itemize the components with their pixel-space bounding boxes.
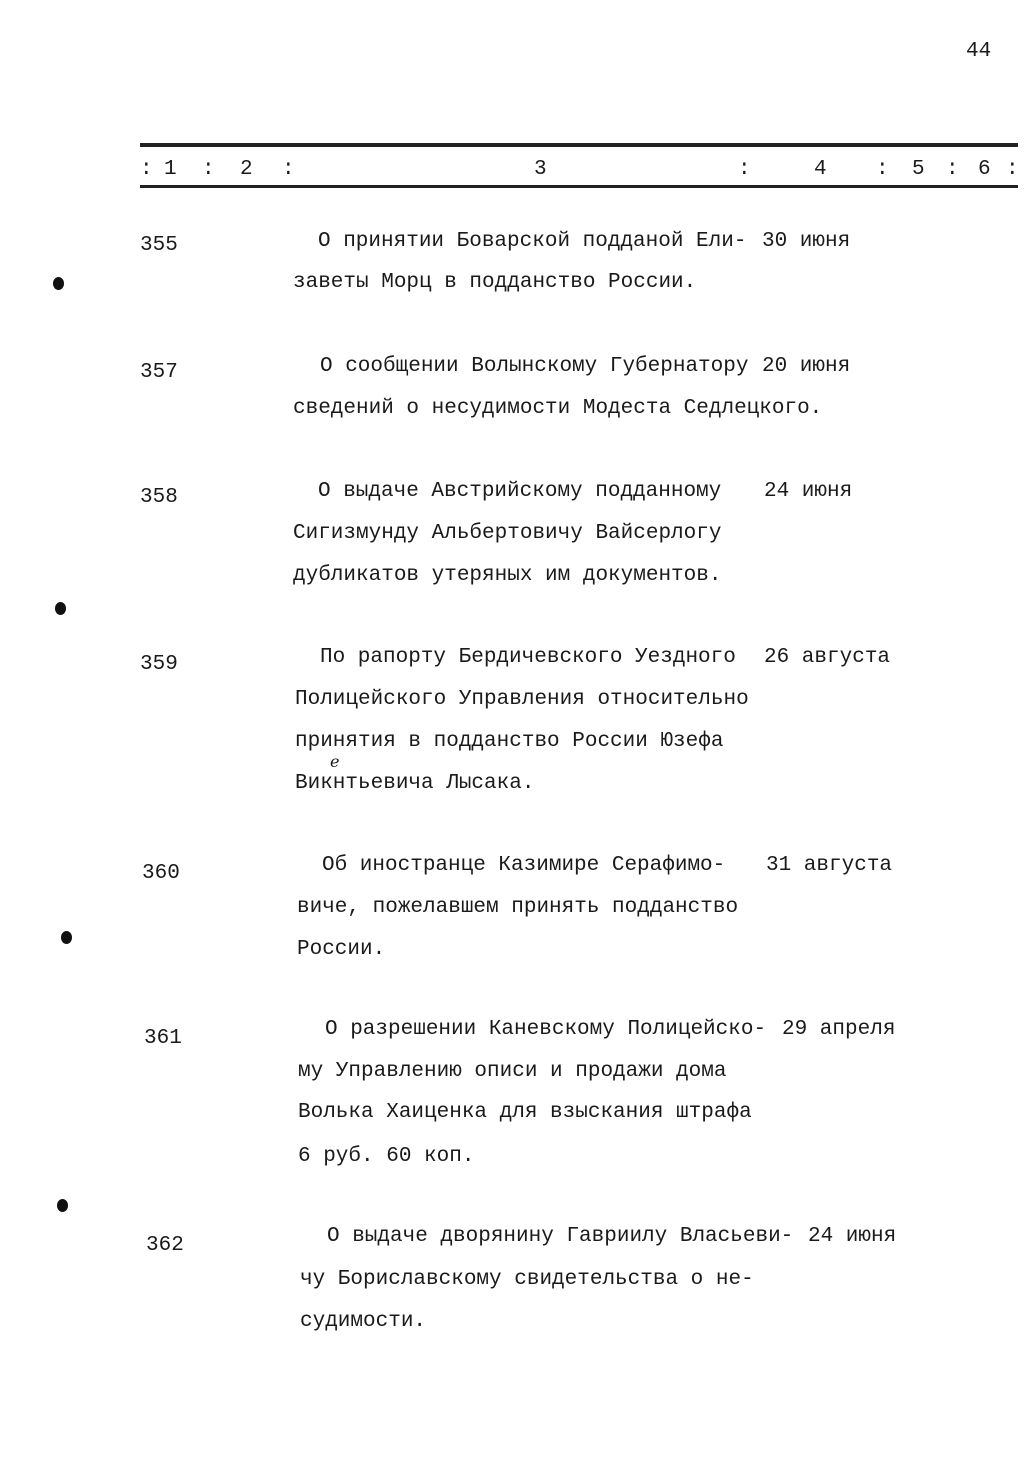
column-header-6: 6 — [978, 158, 991, 181]
entry-text-line: судимости. — [300, 1310, 427, 1333]
entry-text-line: 6 руб. 60 коп. — [298, 1145, 475, 1168]
entry-date: 24 июня — [808, 1225, 897, 1248]
entry-text-line: Викнтьевича Лысака. — [295, 772, 535, 795]
entry-number: 360 — [142, 862, 180, 885]
punch-hole-mark — [57, 1199, 68, 1212]
column-header-2: 2 — [240, 158, 253, 181]
entry-number: 362 — [146, 1234, 184, 1257]
column-header-4: 4 — [814, 158, 827, 181]
column-header-1: 1 — [164, 158, 177, 181]
entry-number: 357 — [140, 361, 178, 384]
entry-text-line: му Управлению описи и продажи дома — [298, 1060, 727, 1083]
entry-date: 31 августа — [766, 854, 893, 877]
entry-text-line: О выдаче дворянину Гавриилу Власьеви- — [327, 1225, 794, 1248]
punch-hole-mark — [53, 277, 64, 290]
entry-number: 358 — [140, 486, 178, 509]
entry-date: 26 августа — [764, 646, 891, 669]
entry-text-line: Сигизмунду Альбертовичу Вайсерлогу — [293, 522, 722, 545]
entry-text-line: О принятии Боварской подданой Ели- — [318, 230, 747, 253]
entry-text-line: По рапорту Бердичевского Уездного — [320, 646, 736, 669]
entry-text-line: заветы Морц в подданство России. — [293, 271, 697, 294]
entry-text-line: О разрешении Каневскому Полицейско- — [325, 1018, 767, 1041]
punch-hole-mark — [55, 602, 66, 615]
entry-date: 24 июня — [764, 480, 853, 503]
entry-text-line: О выдаче Австрийскому подданному — [318, 480, 722, 503]
column-header-3: 3 — [534, 158, 547, 181]
entry-text-line: О сообщении Волынскому Губернатору — [320, 355, 749, 378]
handwritten-correction: е — [330, 752, 340, 771]
table-header-bottom-rule — [140, 185, 1018, 188]
entry-number: 361 — [144, 1027, 182, 1050]
entry-text-line: дубликатов утеряных им документов. — [293, 564, 722, 587]
entry-date: 20 июня — [762, 355, 851, 378]
entry-text-line: России. — [297, 938, 386, 961]
table-top-rule — [140, 143, 1018, 147]
entry-text-line: Волька Хаиценка для взыскания штрафа — [298, 1101, 752, 1124]
page-number: 44 — [966, 40, 992, 63]
entry-number: 359 — [140, 653, 178, 676]
entry-text-line: Об иностранце Казимире Серафимо- — [322, 854, 726, 877]
entry-text-line: сведений о несудимости Модеста Седлецкого. — [293, 397, 823, 420]
entry-text-line: виче, пожелавшем принять подданство — [297, 896, 739, 919]
entry-text-line: принятия в подданство России Юзефа — [295, 730, 724, 753]
entry-date: 29 апреля — [782, 1018, 896, 1041]
punch-hole-mark — [61, 931, 72, 944]
entry-date: 30 июня — [762, 230, 851, 253]
entry-number: 355 — [140, 234, 178, 257]
column-header-5: 5 — [912, 158, 925, 181]
entry-text-line: Полицейского Управления относительно — [295, 688, 749, 711]
entry-text-line: чу Бориславскому свидетельства о не- — [300, 1268, 754, 1291]
